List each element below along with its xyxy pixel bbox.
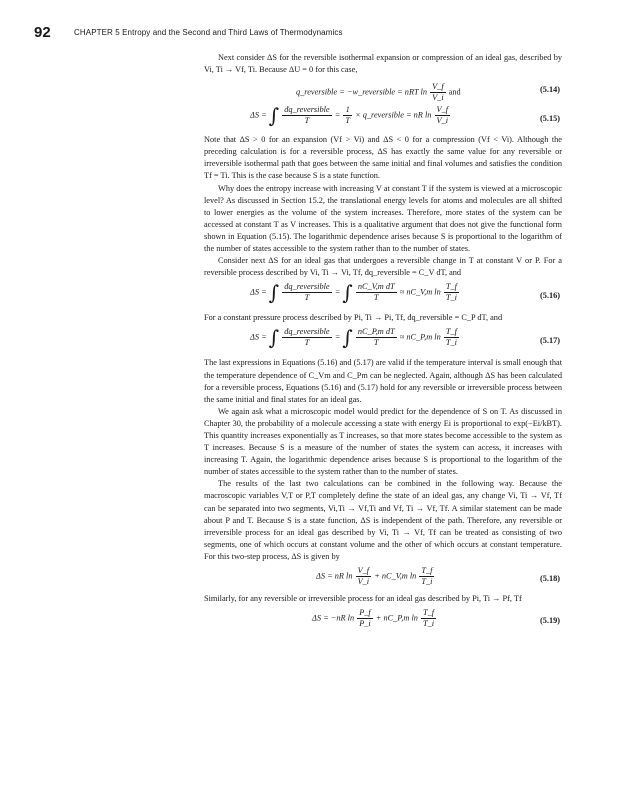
equation-rhs: ≈ nC_V,m ln	[399, 287, 441, 297]
fraction	[356, 282, 397, 303]
equation-number: (5.18)	[539, 574, 560, 583]
equation-lhs: ΔS =	[250, 332, 267, 342]
equation-lhs: ΔS = nR ln	[316, 571, 353, 581]
equation-number: (5.17)	[539, 336, 560, 346]
fraction	[356, 327, 397, 348]
equals-sign: =	[334, 287, 341, 297]
paragraph: Similarly, for any reversible or irreversible process for an ideal gas described by Pi, Ti → Pf, Tf	[204, 594, 522, 603]
fraction-denominator: T_i	[445, 338, 457, 348]
equation-lhs: q_reversible = −w_reversible = nRT ln	[296, 87, 428, 97]
equation-lhs: ΔS = −nR ln	[312, 613, 355, 623]
equation-tail: and	[448, 87, 461, 97]
equation-rhs: ≈ nC_P,m ln	[399, 332, 441, 342]
fraction	[282, 105, 331, 126]
equation-5-14	[204, 76, 562, 102]
integral-sign: ∫	[268, 325, 280, 350]
fraction-denominator: T	[345, 116, 350, 126]
fraction	[421, 608, 436, 629]
fraction-numerator: V_f	[432, 82, 444, 92]
running-header	[34, 26, 594, 42]
equation-number: (5.16)	[539, 291, 560, 301]
fraction-denominator: V_i	[432, 93, 444, 103]
paragraph: For a constant pressure process described by Pi, Ti → Pi, Tf, đq_reversible = C_P dT, and	[204, 313, 503, 323]
equation-lhs: ΔS =	[250, 287, 267, 297]
fraction-denominator: T	[304, 338, 310, 348]
paragraph: Why does the entropy increase with increasing V at constant T if the system is viewed at a microscopic level? As discussed in Section 15.2, the translational energy levels for atoms and molecules are all shifted to lower energies as the volume of the system increases. Therefore, more states of the system can be accessed at constant T as V increases. This is a qualitative argument that does not give the functional form shown in Equation (5.15). The logarithmic dependence arises because S is proportional to the logarithm of the number of states accessible to the system rather than to the number of states.	[204, 183, 562, 254]
equation-number: (5.15)	[539, 114, 560, 124]
fraction	[430, 82, 446, 103]
fraction-numerator: T_f	[422, 608, 435, 618]
equation-5-19	[204, 605, 562, 635]
fraction-numerator: đq_reversible	[284, 105, 330, 115]
fraction-numerator: V_f	[357, 566, 370, 575]
fraction-numerator: T_f	[445, 327, 457, 337]
integral-sign: ∫	[268, 103, 280, 128]
page-number: 92	[34, 24, 51, 41]
equation-middle: + nC_V,m ln	[374, 571, 417, 581]
fraction-denominator: T_i	[445, 293, 457, 303]
fraction-numerator: V_f	[436, 105, 449, 115]
equation-lhs: ΔS =	[250, 110, 267, 120]
fraction-denominator: T	[304, 293, 310, 303]
fraction-numerator: T_f	[421, 566, 433, 575]
equals-sign: =	[334, 332, 341, 342]
fraction-denominator: T	[373, 293, 379, 303]
equation-middle: + nC_P,m ln	[375, 613, 418, 623]
chapter-title: CHAPTER 5 Entropy and the Second and Third Laws of Thermodynamics	[74, 28, 343, 37]
fraction	[444, 327, 459, 348]
fraction-numerator: 1	[343, 105, 352, 116]
paragraph: Consider next ΔS for an ideal gas that undergoes a reversible change in T at constant V or P. For a reversible process described by Vi, Ti → Vi, Tf, đq_reversible = C_V dT, and	[204, 256, 562, 278]
fraction-numerator: nC_V,m dT	[357, 282, 395, 292]
equation-rhs: × q_reversible = nR ln	[355, 110, 432, 120]
fraction-numerator: đq_reversible	[284, 327, 330, 337]
fraction-numerator: T_f	[445, 282, 457, 292]
equation-number: (5.14)	[539, 85, 560, 95]
integral-sign: ∫	[268, 280, 280, 305]
integral-sign: ∫	[342, 280, 353, 305]
fraction-numerator: đq_reversible	[284, 282, 330, 292]
fraction	[444, 282, 459, 303]
paragraph: The last expressions in Equations (5.16) and (5.17) are valid if the temperature interval is small enough that the temperature dependence of C_Vm and C_Pm can be neglected. Again, although ΔS has been calculated for a reversible process, Equations (5.16) and (5.17) hold for any reversible or irreversible process between the same initial and final states for an ideal gas.	[204, 358, 562, 404]
equals-sign: =	[334, 110, 341, 120]
fraction	[435, 105, 451, 126]
integral-sign: ∫	[342, 325, 353, 350]
fraction	[282, 282, 331, 303]
fraction-numerator: nC_P,m dT	[357, 327, 395, 337]
fraction	[357, 608, 373, 629]
equation-5-18	[204, 563, 562, 593]
equation-5-17	[204, 324, 562, 357]
fraction-denominator: T	[373, 338, 379, 348]
fraction-denominator: P_i	[359, 619, 371, 629]
fraction	[356, 566, 372, 587]
page-body	[204, 52, 562, 635]
fraction	[343, 105, 352, 126]
equation-5-16	[204, 279, 562, 312]
paragraph: The results of the last two calculations can be combined in the following way. Because the macroscopic variables V,T or P,T completely define the state of an ideal gas, any change Vi, Ti → Vf, Tf can be separated into two segments, Vi,Ti → Vf,Ti and Vf, Ti → Vf, Tf. A similar statement can be made about P and T. Because S is a state function, ΔS is independent of the path. Therefore, any reversible or irreversible process for an ideal gas described by Vi, Ti → Vf, Tf can be treated as consisting of two segments, one of which occurs at constant volume and the other of which occurs at constant temperature. For this two-step process, ΔS is given by	[204, 479, 562, 561]
fraction-denominator: V_i	[357, 577, 370, 586]
fraction-denominator: T_i	[421, 577, 433, 586]
fraction-denominator: V_i	[436, 116, 449, 126]
equation-5-15	[204, 102, 562, 134]
paragraph: Next consider ΔS for the reversible isothermal expansion or compression of an ideal gas, described by Vi, Ti → Vf, Ti. Because ΔU = 0 for this case,	[204, 53, 562, 75]
paragraph: We again ask what a microscopic model would predict for the dependence of S on T. As discussed in Chapter 30, the probability of a molecule accessing a state with energy Ei is proportional to exp(−Ei/kBT). This quantity increases exponentially as T increases, so that more states become accessible to the system as T increases. Because S is a measure of the number of states the system can access, it increases with increasing T. Again, the logarithmic dependence arises because S is proportional to the logarithm of the number of states accessible to the system rather than to the number of states.	[204, 406, 562, 477]
paragraph: Note that ΔS > 0 for an expansion (Vf > Vi) and ΔS < 0 for a compression (Vf < Vi). Although the preceding calculation is for a reversible process, ΔS has exactly the same value for any reversible or irreversible isothermal path that goes between the same initial and final volumes and satisfies the condition Tf = Ti. This is the case because S is a state function.	[204, 135, 562, 181]
fraction	[419, 566, 434, 587]
fraction	[282, 327, 331, 348]
fraction-denominator: T_i	[422, 619, 435, 629]
fraction-numerator: P_f	[359, 608, 371, 618]
equation-number: (5.19)	[539, 616, 560, 626]
fraction-denominator: T	[304, 116, 310, 126]
